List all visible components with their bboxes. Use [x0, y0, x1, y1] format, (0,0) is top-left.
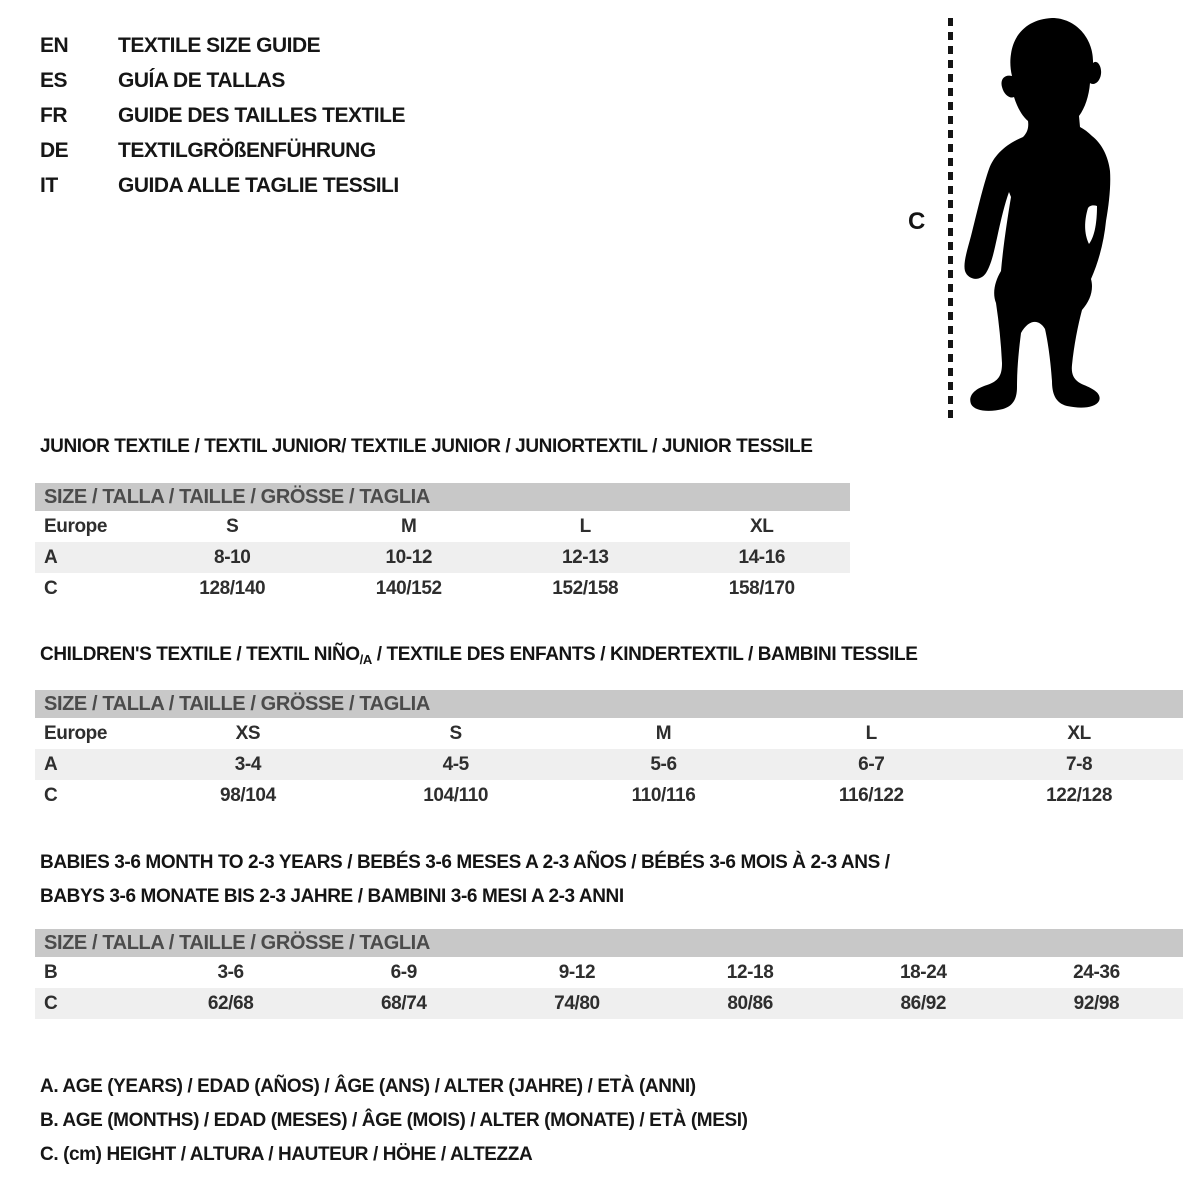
height-dashed-line [948, 18, 953, 418]
language-title: GUÍA DE TALLAS [118, 69, 285, 92]
measurement-legend [40, 1070, 748, 1172]
table-cell: 6-7 [858, 754, 885, 775]
height-measure-label: C [908, 208, 926, 235]
row-label: B [44, 962, 58, 983]
table-cell: XS [235, 723, 261, 744]
legend-line-c: C. (cm) HEIGHT / ALTURA / HAUTEUR / HÖHE / ALTEZZA [40, 1144, 533, 1165]
table-cell: 68/74 [380, 993, 427, 1014]
language-code: EN [40, 34, 69, 57]
table-cell: 10-12 [385, 547, 433, 568]
size-header-bar: SIZE / TALLA / TAILLE / GRÖSSE / TAGLIA [35, 483, 850, 511]
table-cell: 9-12 [558, 962, 596, 983]
language-title: GUIDA ALLE TAGLIE TESSILI [118, 174, 399, 197]
table-cell: S [449, 723, 462, 744]
babies-title-line2: BABYS 3-6 MONATE BIS 2-3 JAHRE / BAMBINI 3-6 MESI A 2-3 ANNI [40, 886, 624, 907]
children-size-table [35, 690, 1183, 811]
table-cell: 24-36 [1073, 962, 1120, 983]
table-row [35, 988, 1183, 1019]
table-cell: 80/86 [727, 993, 773, 1014]
language-title: TEXTILGRÖßENFÜHRUNG [118, 139, 376, 162]
table-cell: 104/110 [423, 785, 489, 806]
children-title-sub: /A [359, 652, 372, 667]
toddler-silhouette-graphic [956, 16, 1148, 420]
legend-line-a: A. AGE (YEARS) / EDAD (AÑOS) / ÂGE (ANS) / ALTER (JAHRE) / ETÀ (ANNI) [40, 1076, 696, 1097]
table-row [35, 749, 1183, 780]
language-row [40, 63, 405, 98]
row-label: C [44, 785, 58, 806]
language-code: FR [40, 104, 67, 127]
language-row [40, 98, 405, 133]
children-title-prefix: CHILDREN'S TEXTILE / TEXTIL NIÑO [40, 644, 360, 665]
junior-section-title [40, 436, 813, 458]
table-cell: 128/140 [199, 578, 266, 599]
junior-size-table [35, 483, 850, 604]
table-cell: 5-6 [650, 754, 677, 775]
table-cell: 116/122 [838, 785, 904, 806]
legend-line-b: B. AGE (MONTHS) / EDAD (MESES) / ÂGE (MOIS) / ALTER (MONATE) / ETÀ (MESI) [40, 1110, 748, 1131]
table-cell: L [865, 723, 877, 744]
language-title: TEXTILE SIZE GUIDE [118, 34, 321, 57]
table-cell: 110/116 [631, 785, 696, 806]
table-cell: XL [1067, 723, 1091, 744]
table-cell: S [226, 516, 239, 537]
language-code: DE [40, 139, 69, 162]
table-cell: 4-5 [442, 754, 469, 775]
table-cell: XL [750, 516, 774, 537]
table-cell: M [401, 516, 417, 537]
language-row [40, 133, 405, 168]
row-label: A [44, 754, 58, 775]
language-row [40, 168, 405, 203]
table-cell: L [579, 516, 591, 537]
babies-section-title [40, 846, 890, 914]
table-row [35, 573, 850, 604]
table-cell: 8-10 [214, 547, 251, 568]
size-header-bar: SIZE / TALLA / TAILLE / GRÖSSE / TAGLIA [35, 929, 1183, 957]
table-cell: 74/80 [554, 993, 600, 1014]
row-label: C [44, 993, 58, 1014]
table-cell: 140/152 [375, 578, 442, 599]
row-label: Europe [44, 516, 108, 537]
table-cell: 12-18 [726, 962, 774, 983]
language-title: GUIDE DES TAILLES TEXTILE [118, 104, 405, 127]
language-row [40, 28, 405, 63]
language-title-block [40, 28, 405, 203]
children-section-title [40, 644, 917, 667]
row-label: A [44, 547, 58, 568]
table-cell: 3-4 [234, 754, 262, 775]
table-cell: 12-13 [561, 547, 609, 568]
table-cell: 158/170 [728, 578, 795, 599]
table-cell: 7-8 [1065, 754, 1093, 775]
babies-size-table [35, 929, 1183, 1019]
table-cell: 98/104 [220, 785, 276, 806]
table-row [35, 718, 1183, 749]
babies-title-line1: BABIES 3-6 MONTH TO 2-3 YEARS / BEBÉS 3-6 MESES A 2-3 AÑOS / BÉBÉS 3-6 MOIS À 2-3 ANS / [40, 852, 890, 873]
table-cell: 86/92 [900, 993, 947, 1014]
table-cell: M [655, 723, 672, 744]
table-cell: 6-9 [390, 962, 417, 983]
table-row [35, 957, 1183, 988]
table-cell: 62/68 [207, 993, 254, 1014]
table-cell: 152/158 [552, 578, 619, 599]
table-cell: 14-16 [738, 547, 786, 568]
table-cell: 92/98 [1073, 993, 1120, 1014]
language-code: IT [40, 174, 58, 197]
table-cell: 122/128 [1046, 785, 1113, 806]
children-title-suffix: / TEXTILE DES ENFANTS / KINDERTEXTIL / BAMBINI TESSILE [371, 644, 918, 665]
table-cell: 3-6 [217, 962, 244, 983]
table-row [35, 780, 1183, 811]
table-row [35, 542, 850, 573]
junior-section-title-text: JUNIOR TEXTILE / TEXTIL JUNIOR/ TEXTILE JUNIOR / JUNIORTEXTIL / JUNIOR TESSILE [40, 436, 813, 457]
row-label: Europe [44, 723, 108, 744]
table-row [35, 511, 850, 542]
row-label: C [44, 578, 58, 599]
size-header-bar: SIZE / TALLA / TAILLE / GRÖSSE / TAGLIA [35, 690, 1183, 718]
table-cell: 18-24 [899, 962, 947, 983]
language-code: ES [40, 69, 68, 92]
